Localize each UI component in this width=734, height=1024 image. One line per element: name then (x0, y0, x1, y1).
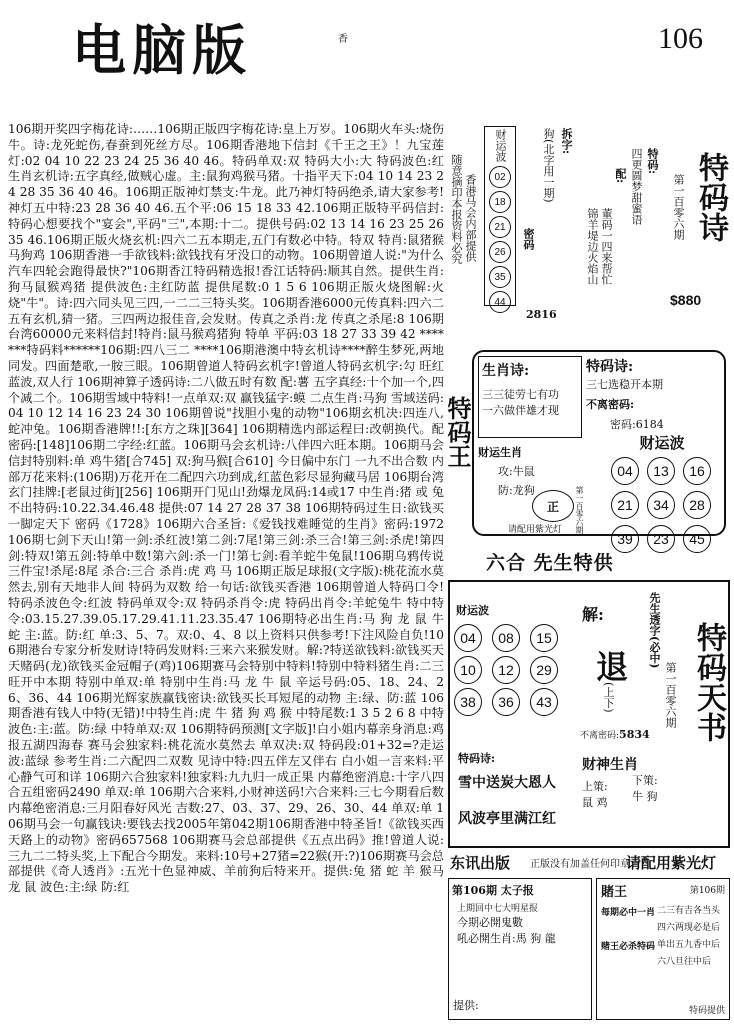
draw-label: 财运波 (494, 129, 507, 162)
publisher: 东讯出版 (450, 854, 511, 872)
mid-wave-number-8: 23 (647, 525, 675, 553)
low-wave-grid (454, 624, 560, 716)
solution-label: 解: (582, 605, 604, 624)
main-text-column: 106期开奖四字梅花诗:……106期正版四字梅花诗:皇上万岁。106期火车头:烧伤牛。诗:龙死蛇伤,春蚕到死丝方尽。106期香港地下信封《千王之王》！九宝莲灯:02 04 10 22 23 24 25 36 40 46。特码单双:双 特码大小:大 特码波色:红 生肖玄机诗:五字真经,做贼心虚。主:鼠狗鸡猴马猪。十指平天下:04 10 14 23 24 28 35 36 40 46。106期正版神灯禁支:牛龙。此乃神灯特码绝杀,请大家参考!神灯五中特:23 28 36 40 46.五个平:06 15 18 33 42.106期正版特平码信封:特码心想要找个"宴会",平码"三",本期:十二。提供号码:02 13 14 16 23 25 26 35 46.106期正版火烧玄机:四六二五本期走,五门有数必中特。特双 特肖:鼠猪猴马狗鸡 106期香港一手欲钱料:欲钱找有牙没口的动物。106期曾道人说:"为什么汽车四轮会跑得最快?"106期香江特码精选报!香江话特码:顺其自然。提供生肖:狗马鼠猴鸡猪 提供波色:主红防蓝 提供尾数:0 1 5 6 106期正版火烧图解:火烧"牛"。诗:四六同头见三四,一二二三特头奖。106期香港6000元传真料:四六二五有玄机,猜一猪。三四两边报佳音,会发财。传真之杀肖:龙 传真之杀尾:8 106期台湾60000元来料信封!特肖:鼠马猴鸡猪狗 特单 平码:03 18 27 33 39 42 *******特码料******106期:四八三二 ****106期港澳中特玄机诗****醉生梦死,两地同发。四面楚歌,一胺三眼。106期曾道人特码玄机字!曾道人特码玄机字:勾 旺红蓝波,双人行 106期神算子透码诗:二八做五时有数 配:薯 五字真经:十个加一个,四个减二个。106期雪域中特料!一点单双:双 赢钱猛字:蟆 二点生肖:马狗 雪域送码:04 10 12 14 16 23 24 30 106期曾说"找胆小鬼的动物"106期玄机决:四连八,蛇冲兔。106期香港牌!!:[东方之珠][364] 106期精选内部运程曰:改朝换代。配密码:[148]106期二字经:红蓝。106期马会玄机诗:八伴四六旺本期。106期马会信封特别料:单 鸡牛猪[合745] 双:狗马猴[合610] 今日偏中东门 一九不出合数 内部万花来料:(106期)万花开在二配四六功到成,红蓝色彩尽显狗藏马居 106期台湾玄门挂牌:[老鼠过街][256] 106期开门见山!劲爆龙凤码:14或17 中生肖:猪 或 兔 不出特码:10.22.34.46.48 提供:07 14 27 28 37 38 106期特码过生日:欲钱买一脚定天下 密码《1728》106期六合圣旨:《爱钱找难睡觉的生肖》密码:1972 106期七剑下天山!第一剑:杀红波!第二剑:7尾!第三剑:杀三合!第三剑:杀虎!第四剑:特双!第五剑:特单中数!第六剑:杀一门!第七剑:看羊蛇牛兔鼠!106期乌鸦传说三件宝!杀尾:8尾 杀合:三合 杀肖:虎 鸡 马 106期正版足球报(文字版):桃花流水莫然去,别有天地非人间 特码为双数 给一句话:欲钱买香港 106期曾道人特码口令!特码杀波色令:红波 特码单双令:双 特码杀肖令:虎 特码出肖令:羊蛇兔牛 特中特令:03.15.27.39.05.17.29.41.11.23.35.47 106期特必出生肖:马 狗 龙 鼠 牛 蛇 主:蓝。防:红 单:3、5、7。双:0、4、8 以上资料只供参考!下注风险自负!106期港台专家分析发财诗!特码发财料:三来六来猴发财。解:?特送欲钱料:欲钱买天天赌码(龙)欲钱买金冠帽子(鸡)106期赛马会特别中特料!特别中特料猪生肖:二三旺开中本期 特别中单双:单 特别中生肖:马 龙 牛 鼠 辛运号码:05、18、24、26、36、44 106期光辉家族赢钱密诀:欲钱买长耳短尾的动物 主:绿、防:蓝 106期香港有钱人中特(无错)!中特生肖:虎 牛 猪 狗 鸡 猴 中特尾数:1 3 5 2 6 8 中特波色:主:蓝。防:绿 中特单双:双 106期特码预测[文字版]!白小姐内幕亲身消息:鸡报五湖四海春 赛马会独家料:桃花流水莫然去 单双决:双 特码段:01+32=?走运波:蓝绿 参考生肖:二六配四二双数 见诗中特:四五伴左又伴右 白小姐一言来料:平心静气可和详 106期六合独家料!独家料:九九归一成正果 内幕绝密消息:十字八四合五组密码2490 单双:单 106期六合来料,小财神送码!六合来料:三七今期看后数 内幕绝密消息:三月阳春好风光 吉数:27、03、37、29、26、30、44 单双:单 106期马会一句赢钱诀:要钱去找2005年第042期106期香港中特圣旨!《欲钱买西天路上的动物》密码657568 106期赛马会总部提供《五点出码》推!曾道人说:三九二二特头奖,上下配合今期发。来料:10号+27猪=22猴(开:?)106期赛马会总部提供《奇人透肖》:五光十色显神威、羊前狗后特来开。提供:兔 猪 蛇 羊 猴马 龙 鼠 波色:主:绿 防:红 (8, 122, 444, 895)
lower-row (632, 772, 682, 804)
match-line-2: 锦羊堤边火焰山 (586, 208, 599, 285)
fortune-label: 财神生肖 (582, 757, 638, 773)
mid-wave-number-2: 13 (647, 457, 675, 485)
masthead-title: 电脑版 (72, 18, 252, 82)
low-wave-number-6: 29 (530, 656, 558, 684)
masthead-tag: 香 (338, 34, 348, 45)
secret-code-value: 2816 (526, 308, 557, 321)
zodiac-poem-box (478, 356, 582, 438)
split-char (520, 128, 580, 328)
no-code-label: 不离密码: (586, 398, 635, 411)
zodiac-poem-label: 生肖诗: (482, 363, 530, 379)
ad-mid (472, 350, 726, 547)
lower-value: 牛 狗 (632, 790, 658, 803)
split-char-value: 狗(北字用一期) (542, 128, 555, 203)
br-line-2: 四六两现必是后 (657, 923, 721, 933)
low-no-code-value: 5834 (619, 728, 650, 741)
must-label: 先生透字(必中) (648, 592, 661, 669)
special-poem-line: 三七选稳开本期 (586, 378, 663, 391)
defend-row (478, 482, 588, 498)
six-banner: 六合 先生特供 (486, 552, 614, 574)
bl-line-2: 吼必開生肖:馬 狗 龍 (457, 932, 556, 945)
low-wave-number-7: 38 (454, 688, 482, 716)
low-wave-label: 财运波 (456, 604, 489, 617)
mid-wave-number-9: 45 (683, 525, 711, 553)
bottom-right-box (596, 878, 730, 1020)
draw-number-3: 21 (489, 216, 511, 238)
draw-number-list (485, 166, 515, 313)
defend-value: 龙狗 (512, 484, 535, 497)
mid-wave-number-4: 21 (611, 491, 639, 519)
mid-wave-number-7: 39 (611, 525, 639, 553)
bottom-left-box (448, 878, 592, 1020)
br-badge-2: 赌王必杀特码 (601, 942, 656, 952)
low-no-code-label: 不离密码: (580, 731, 620, 741)
match-line-1: 董码一四来帮忙 (600, 208, 613, 285)
br-foot: 特码提供 (688, 1006, 725, 1016)
footer-uv: 请配用紫光灯 (626, 854, 717, 872)
wave-title: 财运波 (639, 434, 685, 452)
bl-line-1: 今期必開鬼數 (457, 916, 523, 929)
special-poem-label: 特码诗: (586, 359, 634, 375)
special-label: 特码: (646, 148, 659, 175)
match-label: 配: (614, 168, 627, 184)
low-wave-number-2: 08 (492, 624, 520, 652)
low-special-poem-line-1: 雪中送炭大恩人 (458, 775, 556, 791)
no-code-row (580, 728, 650, 741)
br-line-3: 单出五九香中后 (657, 940, 721, 950)
poem-title: 特码诗 (693, 152, 728, 242)
low-wave-number-5: 12 (492, 656, 520, 684)
br-badge: 每期必中一肖 (601, 908, 656, 918)
br-lines (657, 903, 720, 971)
draw-box (484, 126, 516, 306)
br-issue: 第106期 (689, 886, 725, 896)
br-line-4: 六八旦往中后 (657, 957, 712, 967)
code-label: 密码: (610, 418, 636, 431)
special-area (584, 128, 664, 328)
upper-value: 鼠 鸡 (582, 796, 608, 809)
ad-top (448, 124, 728, 346)
wave-number-grid (598, 457, 726, 553)
mid-wave-number-6: 28 (683, 491, 711, 519)
draw-number-6: 44 (489, 291, 511, 313)
zodiac-poem-line-2: 一六做伴雄才现 (482, 404, 559, 417)
low-special-poem-label: 特码诗: (458, 752, 496, 765)
special-poem (586, 356, 722, 432)
stamp-ring: 第一百零六期 (575, 486, 584, 534)
br-line-1: 二三有吉各当头 (657, 906, 721, 916)
low-wave-number-8: 36 (492, 688, 520, 716)
lower-label: 下策: (632, 774, 658, 787)
code-row (586, 416, 722, 432)
low-wave-number-9: 43 (530, 688, 558, 716)
low-issue-line: 第一百零六期 (664, 662, 677, 728)
zodiac-poem-line-1: 三三徒劳七有功 (482, 388, 559, 401)
bl-foot: 提供: (453, 999, 479, 1012)
stamp (532, 490, 574, 522)
mid-wave-number-1: 04 (611, 457, 639, 485)
solution-value: 退 (596, 648, 629, 686)
special-value: 四更圆梦甜蜜语 (630, 148, 643, 225)
ad-low (448, 580, 730, 848)
attack-value: 牛鼠 (512, 465, 535, 478)
bl-sub: 上期回中七大明星报 (457, 904, 539, 914)
draw-number-2: 18 (489, 191, 511, 213)
uv-note-mid: 请配用紫光灯 (508, 525, 563, 535)
low-wave-number-1: 04 (454, 624, 482, 652)
upper-label: 上策: (582, 780, 608, 793)
attack-label: 攻: (498, 465, 513, 478)
draw-number-4: 26 (489, 241, 511, 263)
upper-row (582, 778, 632, 810)
stamp-text: 正 (546, 499, 559, 514)
source-column: 香港马会内部提供 (464, 174, 477, 262)
split-char-label: 拆字: (560, 128, 573, 155)
low-wave-number-4: 10 (454, 656, 482, 684)
footer-note: 正版没有加盖任何印章 (530, 859, 630, 870)
fortune-zodiac (478, 444, 588, 498)
mid-wave-number-5: 34 (647, 491, 675, 519)
solution-sub: (上下) (602, 682, 615, 713)
mid-wave-number-3: 16 (683, 457, 711, 485)
draw-number-5: 35 (489, 266, 511, 288)
price: $880 (670, 292, 702, 308)
side-title-king: 特码王 (443, 396, 472, 468)
draw-number-1: 02 (489, 166, 511, 188)
br-title: 賭王 (601, 885, 628, 900)
attack-row (478, 463, 588, 479)
code-value: 6184 (635, 418, 664, 431)
defend-label: 防: (498, 484, 513, 497)
bl-title: 第106期 太子报 (452, 884, 534, 897)
page-number: 106 (658, 22, 703, 55)
secret-code-label: 密码 (522, 228, 535, 250)
low-special-poem-line-2: 风波亭里满江红 (458, 811, 556, 827)
fortune-zodiac-label: 财运生肖 (478, 446, 522, 459)
low-wave-number-3: 15 (530, 624, 558, 652)
issue-line: 第一百零六期 (672, 174, 685, 240)
wave-section (598, 432, 726, 553)
big-title: 特码天书 (691, 622, 726, 742)
print-note: 随意摘印本报资料必究 (450, 154, 463, 264)
